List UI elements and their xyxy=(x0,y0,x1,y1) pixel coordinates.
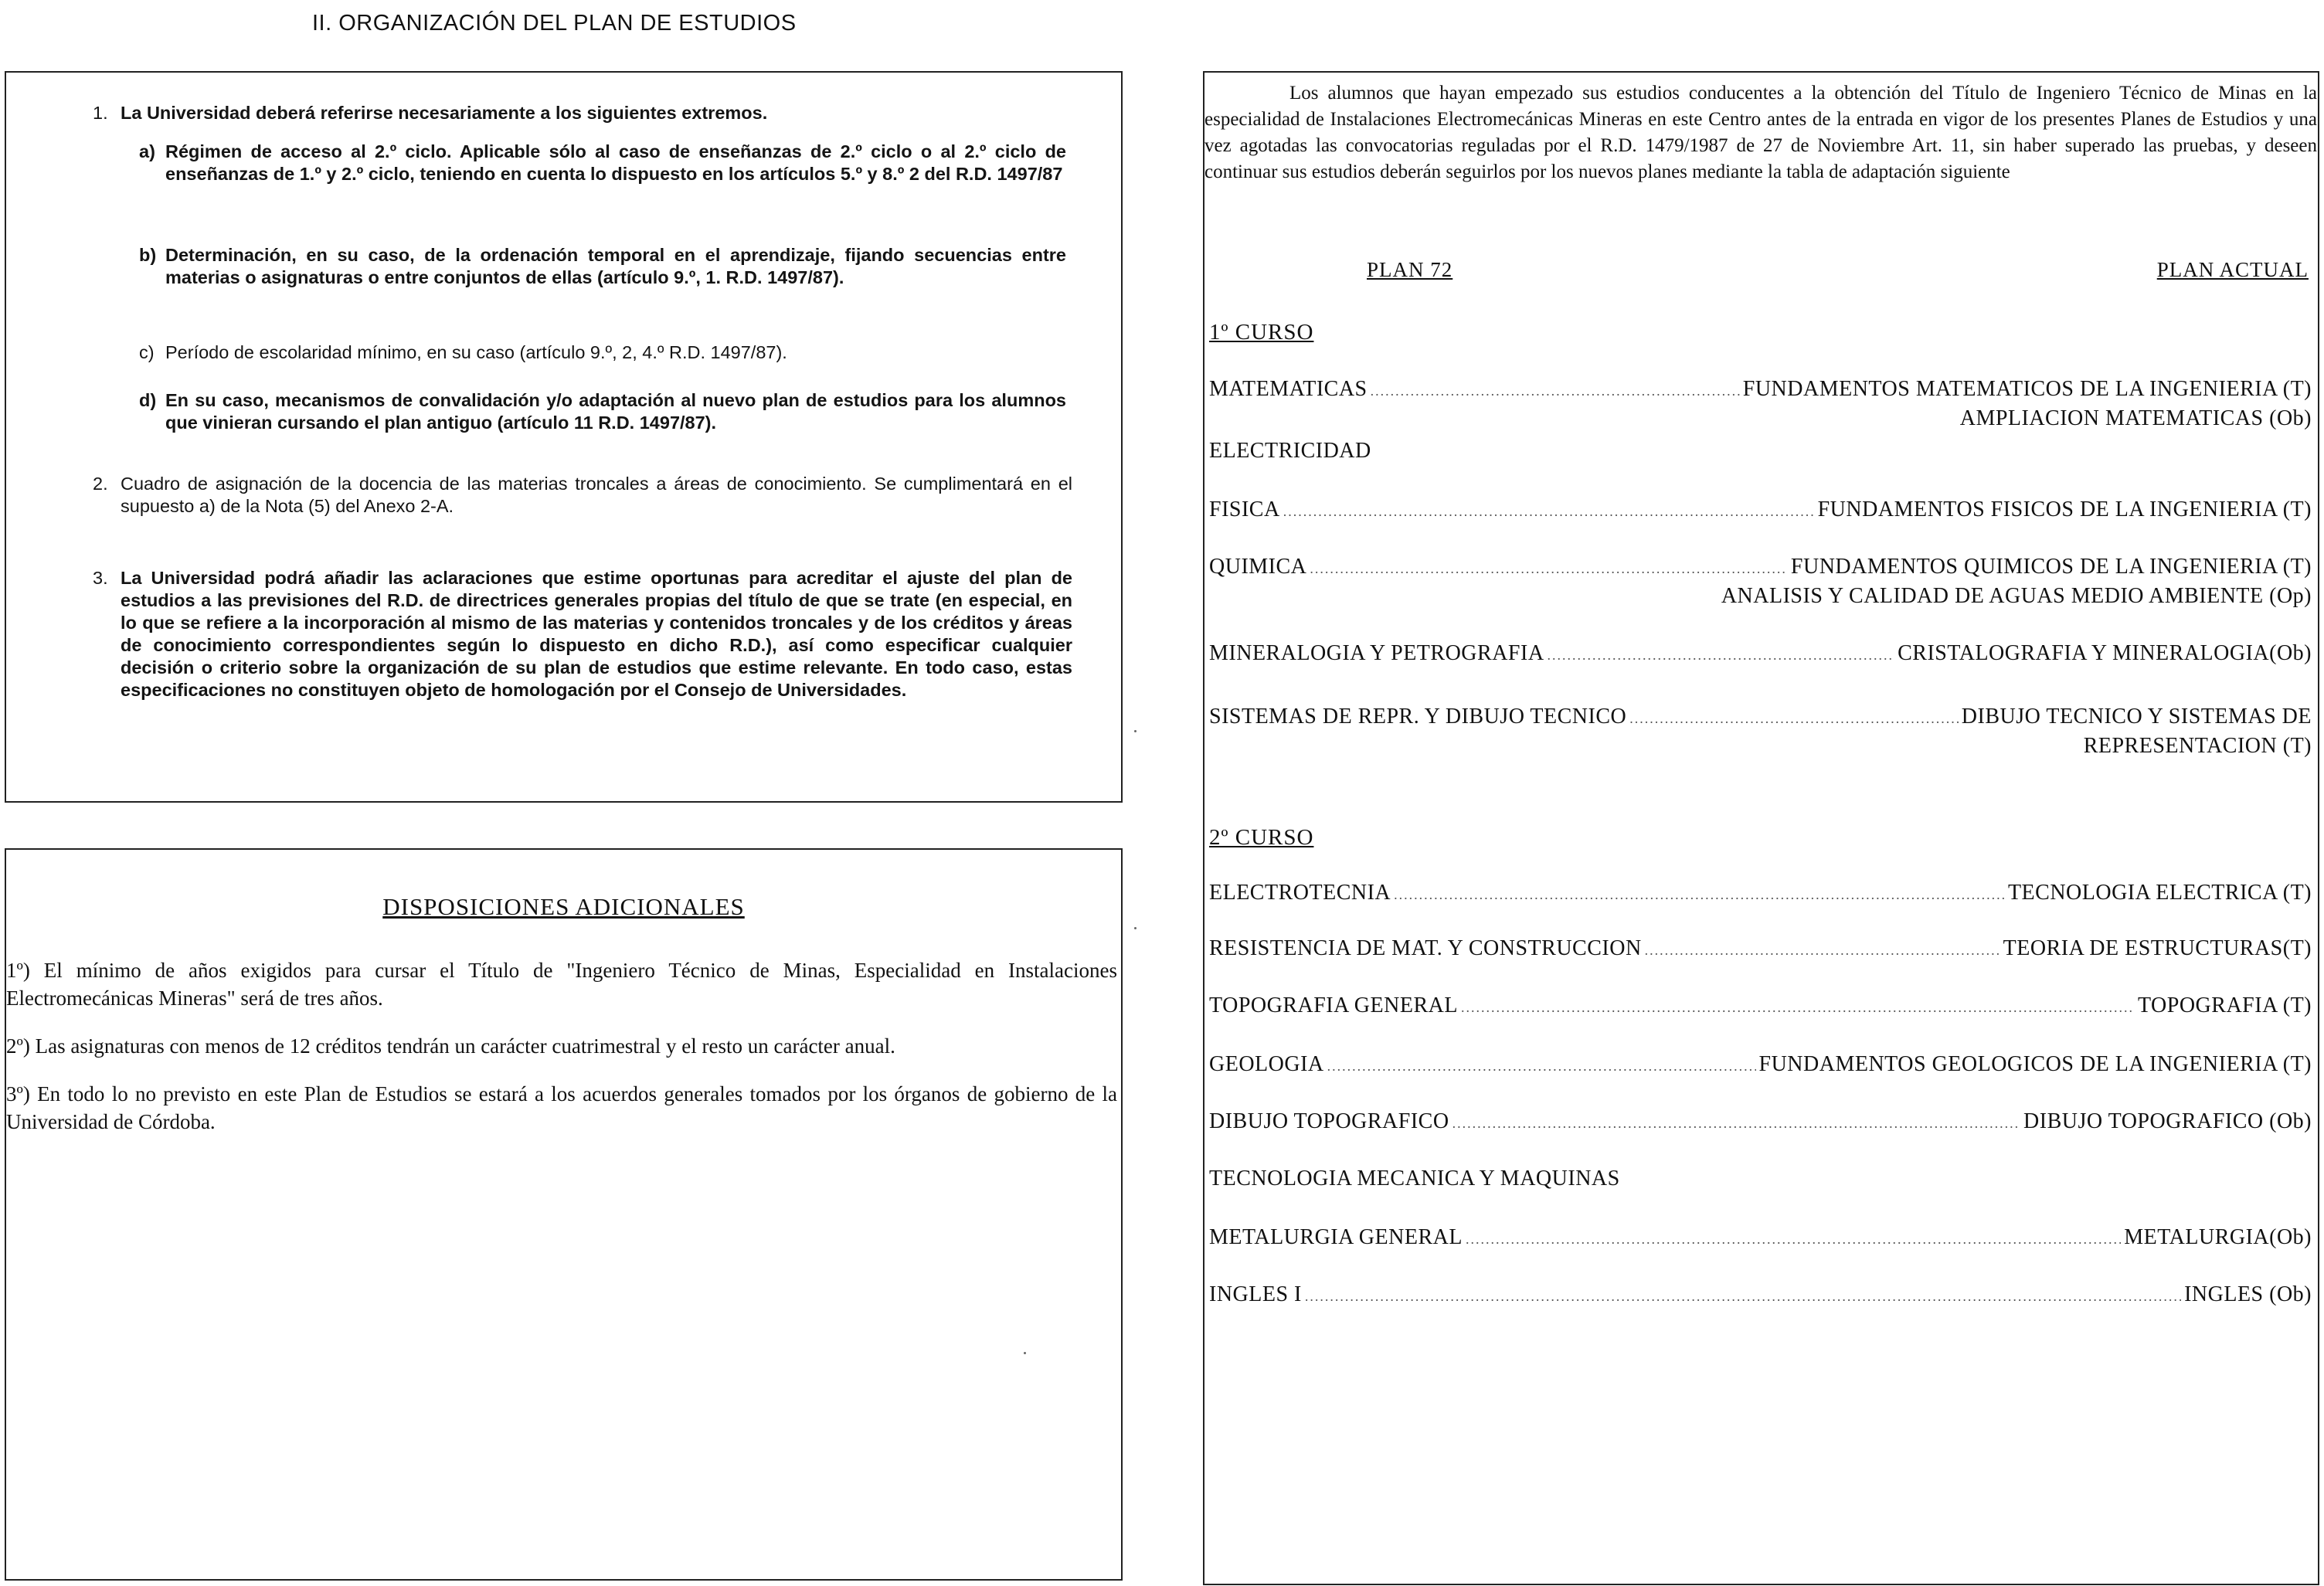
old-subject: MINERALOGIA Y PETROGRAFIA xyxy=(1209,641,1544,665)
old-subject: INGLES I xyxy=(1209,1282,1302,1306)
disposition-2: 2º) Las asignaturas con menos de 12 créditos tendrán un carácter cuatrimestral y el resto un carácter anual. xyxy=(6,1034,895,1058)
org-item-3 xyxy=(93,567,1072,701)
new-subject: DIBUJO TECNICO Y SISTEMAS DE xyxy=(1961,705,2312,728)
disposition-3: 3º) En todo lo no previsto en este Plan de Estudios se estará a los acuerdos generales tomados por los órganos de gobierno de la Universidad de Córdoba. xyxy=(6,1082,1117,1133)
table-row xyxy=(1209,640,2312,669)
disposition-1: 1º) El mínimo de años exigidos para cursar el Título de "Ingeniero Técnico de Minas, Especialidad en Instalaciones Electromecánicas Mineras" será de tres años. xyxy=(6,959,1117,1010)
scan-speck xyxy=(1134,730,1137,732)
org-item-number: 2. xyxy=(93,474,108,494)
org-subitem-letter: a) xyxy=(139,141,155,161)
org-item-text: Cuadro de asignación de la docencia de las materias troncales a áreas de conocimiento. Se cumplimentará en el supuesto a) de la Nota (5) del Anexo 2-A. xyxy=(121,474,1072,516)
old-subject: RESISTENCIA DE MAT. Y CONSTRUCCION xyxy=(1209,936,1642,960)
org-subitem-c xyxy=(139,341,1066,364)
new-subject: CRISTALOGRAFIA Y MINERALOGIA(Ob) xyxy=(1898,641,2312,665)
org-subitem-letter: c) xyxy=(139,342,155,362)
table-row xyxy=(1209,437,2312,465)
org-item-number: 3. xyxy=(93,568,108,588)
table-row xyxy=(1209,375,2312,433)
course-2-title: 2º CURSO xyxy=(1209,825,1314,850)
old-subject: ELECTRICIDAD xyxy=(1209,439,1371,463)
new-subject: FUNDAMENTOS FISICOS DE LA INGENIERIA (T) xyxy=(1817,498,2312,521)
table-row xyxy=(1209,1051,2312,1080)
org-item-text: La Universidad deberá referirse necesariamente a los siguientes extremos. xyxy=(121,103,768,123)
org-subitem-text: En su caso, mecanismos de convalidación y/o adaptación al nuevo plan de estudios para los alumnos que vinieran cursando el plan antiguo (artículo 11 R.D. 1497/87). xyxy=(165,390,1066,433)
org-item-number: 1. xyxy=(93,103,108,123)
new-subject: FUNDAMENTOS GEOLOGICOS DE LA INGENIERIA (T) xyxy=(1758,1052,2312,1076)
organization-box xyxy=(5,71,1123,803)
org-item-text: La Universidad podrá añadir las aclaraciones que estime oportunas para acreditar el ajuste del plan de estudios a las previsiones del R.D. de directrices generales propias del título de que se trate (en especial, en lo que se refiere a la incorporación al mismo de las materias y contenidos troncales y de los créditos y áreas de conocimiento correspondientes según lo dispuesto en dicho R.D.), así como especificar cualquier decisión o criterio sobre la organización de su plan de estudios que estime relevante. En todo caso, estas especificaciones no constituyen objeto de homologación por el Consejo de Universidades. xyxy=(121,568,1072,700)
old-subject: ELECTROTECNIA xyxy=(1209,881,1391,905)
new-plan-header: PLAN ACTUAL xyxy=(2156,258,2309,281)
new-subject: DIBUJO TOPOGRAFICO (Ob) xyxy=(2023,1109,2312,1133)
org-subitem-text: Determinación, en su caso, de la ordenación temporal en el aprendizaje, fijando secuencias entre materias o asignaturas o entre conjuntos de ellas (artículo 9.º, 1. R.D. 1497/87). xyxy=(165,245,1066,287)
table-row xyxy=(1209,992,2312,1021)
adaptation-box xyxy=(1203,71,2319,1585)
scan-speck xyxy=(1024,1352,1026,1354)
new-subject: TEORIA DE ESTRUCTURAS(T) xyxy=(2003,936,2312,960)
new-subject: TECNOLOGIA ELECTRICA (T) xyxy=(2007,881,2312,905)
table-row xyxy=(1209,496,2312,525)
table-row xyxy=(1209,703,2312,760)
old-plan-header: PLAN 72 xyxy=(1367,258,1453,281)
new-subject: FUNDAMENTOS MATEMATICOS DE LA INGENIERIA (T) xyxy=(1742,377,2312,401)
old-subject: METALURGIA GENERAL xyxy=(1209,1225,1463,1249)
table-row xyxy=(1209,553,2312,610)
old-subject: SISTEMAS DE REPR. Y DIBUJO TECNICO xyxy=(1209,705,1627,728)
new-subject: TOPOGRAFIA (T) xyxy=(2137,993,2312,1017)
new-subject: FUNDAMENTOS QUIMICOS DE LA INGENIERIA (T) xyxy=(1790,555,2312,579)
table-row xyxy=(1209,1108,2312,1137)
new-subject-extra: AMPLIACION MATEMATICAS (Ob) xyxy=(1959,406,2312,430)
org-subitem-text: Período de escolaridad mínimo, en su caso (artículo 9.º, 2, 4.º R.D. 1497/87). xyxy=(165,342,787,362)
adaptation-intro: Los alumnos que hayan empezado sus estudios conducentes a la obtención del Título de Ingeniero Técnico de Minas en la especialidad de Instalaciones Electromecánicas Mineras en este Centro antes de la entrada en vigor de los presentes Planes de Estudios y una vez agotadas las convocatorias reguladas por el R.D. 1479/1987 de 27 de Noviembre Art. 11, sin haber superado las pruebas, y deseen continuar sus estudios deberán seguirlos por los nuevos planes mediante la tabla de adaptación siguiente xyxy=(1204,83,2317,182)
new-subject-extra: REPRESENTACION (T) xyxy=(2083,734,2312,758)
table-row xyxy=(1209,879,2312,908)
table-row xyxy=(1209,935,2312,964)
old-subject: GEOLOGIA xyxy=(1209,1052,1324,1076)
org-subitem-letter: b) xyxy=(139,245,157,265)
page-heading: II. ORGANIZACIÓN DEL PLAN DE ESTUDIOS xyxy=(312,11,797,36)
org-subitem-letter: d) xyxy=(139,390,157,410)
old-subject: TECNOLOGIA MECANICA Y MAQUINAS xyxy=(1209,1167,1620,1190)
old-subject: FISICA xyxy=(1209,498,1280,521)
old-subject: TOPOGRAFIA GENERAL xyxy=(1209,993,1458,1017)
org-subitem-b xyxy=(139,244,1066,289)
table-row xyxy=(1209,1281,2312,1310)
org-item-2 xyxy=(93,473,1072,518)
org-subitem-text: Régimen de acceso al 2.º ciclo. Aplicable sólo al caso de enseñanzas de 2.º ciclo o al 2.º ciclo de enseñanzas de 1.º y 2.º ciclo, teniendo en cuenta lo dispuesto en los artículos 5.º y 8.º 2 del R.D. 1497/87 xyxy=(165,141,1066,184)
new-subject: METALURGIA(Ob) xyxy=(2124,1225,2312,1249)
org-subitem-a xyxy=(139,141,1066,185)
scan-speck xyxy=(1134,927,1137,929)
org-item-1 xyxy=(93,102,1097,124)
old-subject: DIBUJO TOPOGRAFICO xyxy=(1209,1109,1449,1133)
table-row xyxy=(1209,1224,2312,1253)
dispositions-box xyxy=(5,848,1123,1581)
table-row xyxy=(1209,1165,2312,1193)
new-subject: INGLES (Ob) xyxy=(2184,1282,2312,1306)
old-subject: QUIMICA xyxy=(1209,555,1307,579)
dispositions-title: DISPOSICIONES ADICIONALES xyxy=(382,893,745,920)
old-subject: MATEMATICAS xyxy=(1209,377,1368,401)
course-1-title: 1º CURSO xyxy=(1209,320,1314,345)
org-subitem-d xyxy=(139,389,1066,434)
new-subject-extra: ANALISIS Y CALIDAD DE AGUAS MEDIO AMBIENTE (Op) xyxy=(1721,584,2312,608)
